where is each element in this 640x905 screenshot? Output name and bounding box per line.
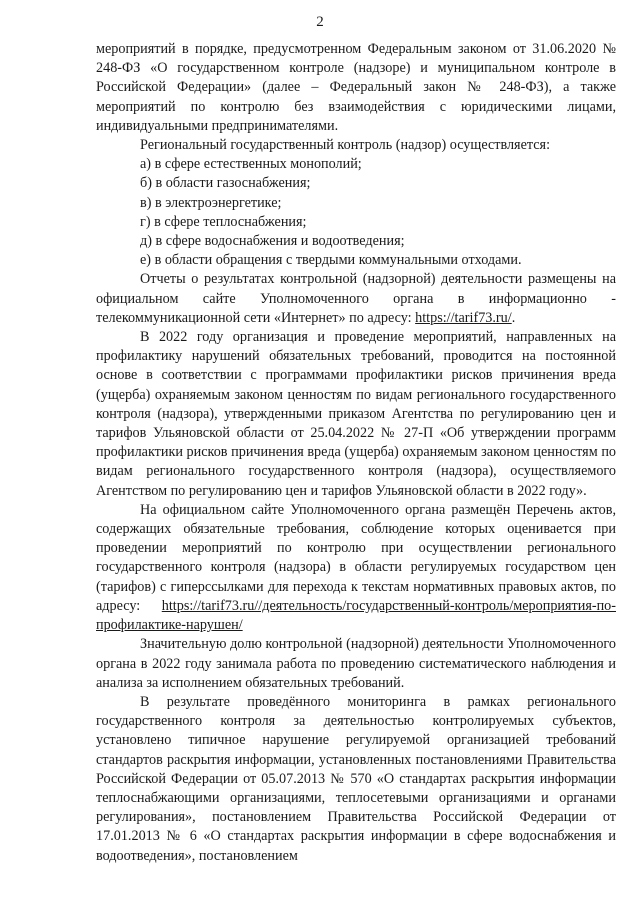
paragraph-monitoring: В результате проведённого мониторинга в рамках регионального государственного контроля за деятельностью контролируемых субъектов, установлено типичное нарушение регулируемой организацией требований стандартов раскрытия информации, установленных постановлениями Правительства Российской Федерации от 05.07.2013 № 570 «О стандартах раскрытия информации теплоснабжающими организациями, теплосетевыми организациями и органами регулирования», постановлением Правительства Российской Федерации от 17.01.2013 № 6 «О стандартах раскрытия информации в сфере водоснабжения и водоотведения», постановлением <box>96 693 616 864</box>
paragraph-control-intro: Региональный государственный контроль (надзор) осуществляется: <box>140 137 551 154</box>
list-item: е) в области обращения с твердыми коммунальными отходами. <box>140 252 522 269</box>
paragraph-2022: В 2022 году организация и проведение мероприятий, направленных на профилактику нарушений обязательных требований, проводится на постоянной основе в соответствии с программами профилактики рисков причинения вреда (ущерба) охраняемым законом ценностям по видам регионального государственного контроля (надзора), утвержденными приказом Агентства по регулированию цен и тарифов Ульяновской области от 25.04.2022 № 27-П «Об утверждении программ профилактики рисков причинения вреда (ущерба) охраняемым законом ценностям по видам регионального государственного контроля (надзора), осуществляемого Агентством по регулированию цен и тарифов Ульяновской области в 2022 году». <box>96 329 616 499</box>
reports-text: Отчеты о результатах контрольной (надзорной) деятельности размещены на официальном сайте Уполномоченного органа в информационно - телекоммуникационной сети «Интернет» по адресу: <box>96 271 616 326</box>
reports-link[interactable]: https://tarif73.ru/ <box>415 309 512 326</box>
site-list-text: На официальном сайте Уполномоченного органа размещён Перечень актов, содержащих обязательные требования, соблюдение которых оценивается при проведении мероприятий по контролю при осуществлении регионального государственного контроля (надзора) в области регулируемых государством цен (тарифов) с гиперссылками для перехода к текстам нормативных правовых актов, по адресу: <box>96 501 616 614</box>
list-item: в) в электроэнергетике; <box>140 194 282 211</box>
paragraph-site-list <box>96 501 616 635</box>
list-item: б) в области газоснабжения; <box>140 175 311 192</box>
list-item: д) в сфере водоснабжения и водоотведения; <box>140 233 405 250</box>
paragraph-reports <box>96 270 616 328</box>
reports-end: . <box>511 309 516 326</box>
list-item: г) в сфере теплоснабжения; <box>140 213 307 230</box>
paragraph-significant: Значительную долю контрольной (надзорной) деятельности Уполномоченного органа в 2022 году занимала работа по проведению систематического наблюдения и анализа за исполнением обязательных требований. <box>96 636 616 691</box>
page-number: 2 <box>316 14 324 30</box>
paragraph-events: мероприятий в порядке, предусмотренном Федеральным законом от 31.06.2020 № 248-ФЗ «О государственном контроле (надзоре) и муниципальном контроле в Российской Федерации» (далее – Федеральный закон № 248-ФЗ), а также мероприятий по контролю без взаимодействия с юридическими лицами, индивидуальными предпринимателями. <box>96 41 616 134</box>
site-list-link[interactable]: https://tarif73.ru//деятельность/государственный-контроль/мероприятия-по-профилактике-нарушен/ <box>96 597 616 634</box>
document-body <box>96 40 616 866</box>
list-item: а) в сфере естественных монополий; <box>140 156 362 173</box>
